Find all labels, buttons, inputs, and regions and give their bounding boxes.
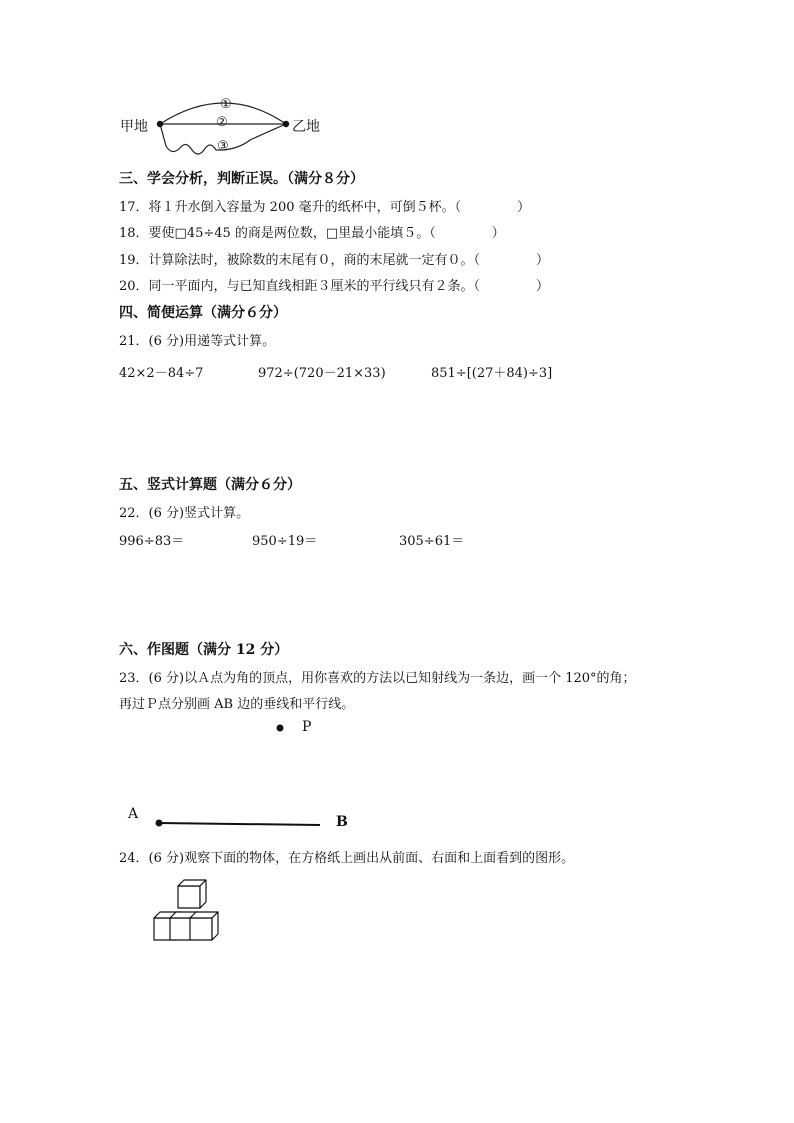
expression-21-3: 851÷[(27＋84)÷3] <box>431 366 553 381</box>
question-24: 24．(6 分)观察下面的物体，在方格纸上画出从前面、右面和上面看到的图形。 <box>119 851 575 866</box>
expression-22-3: 305÷61＝ <box>399 534 465 549</box>
point-p-label: P <box>302 719 312 735</box>
question-17-text: 17．将１升水倒入容量为 200 毫升的纸杯中，可倒５杯。（ <box>119 200 462 215</box>
question-19-close: ） <box>536 253 550 268</box>
question-20-text: 20．同一平面内，与已知直线相距３厘米的平行线只有２条。（ <box>119 279 481 294</box>
start-label: 甲地 <box>120 119 148 135</box>
end-label: 乙地 <box>292 119 320 135</box>
route-3-label: ③ <box>217 139 229 154</box>
section4-title: 四、简便运算（满分６分） <box>119 305 287 321</box>
expression-22-1: 996÷83＝ <box>119 534 185 549</box>
question-18-close: ） <box>491 226 505 241</box>
expression-21-1: 42×2－84÷7 <box>119 366 204 381</box>
point-a-label: A <box>128 806 139 822</box>
question-23-line2: 再过Ｐ点分别画 AB 边的垂线和平行线。 <box>119 697 355 712</box>
point-b-label: B <box>336 814 348 830</box>
expression-22-2: 950÷19＝ <box>252 534 318 549</box>
question-22: 22．(6 分)竖式计算。 <box>119 506 250 521</box>
section6-title: 六、作图题（满分 12 分） <box>119 642 289 658</box>
question-23-line1: 23．(6 分)以Ａ点为角的顶点，用你喜欢的方法以已知射线为一条边，画一个 120°的角； <box>119 671 636 686</box>
route-2-label: ② <box>216 115 228 130</box>
expression-21-2: 972÷(720－21×33) <box>258 366 386 381</box>
section5-title: 五、竖式计算题（满分６分） <box>119 477 301 493</box>
question-20-close: ） <box>536 279 550 294</box>
question-21: 21．(6 分)用递等式计算。 <box>119 334 276 349</box>
question-19-text: 19．计算除法时，被除数的末尾有０，商的末尾就一定有０。（ <box>119 253 481 268</box>
section3-title: 三、学会分析，判断正误。（满分８分） <box>119 171 364 187</box>
question-17-close: ） <box>517 200 531 215</box>
route-1-label: ① <box>220 97 232 112</box>
question-18-text: 18．要使□45÷45 的商是两位数，□里最小能填５。（ <box>119 226 436 241</box>
